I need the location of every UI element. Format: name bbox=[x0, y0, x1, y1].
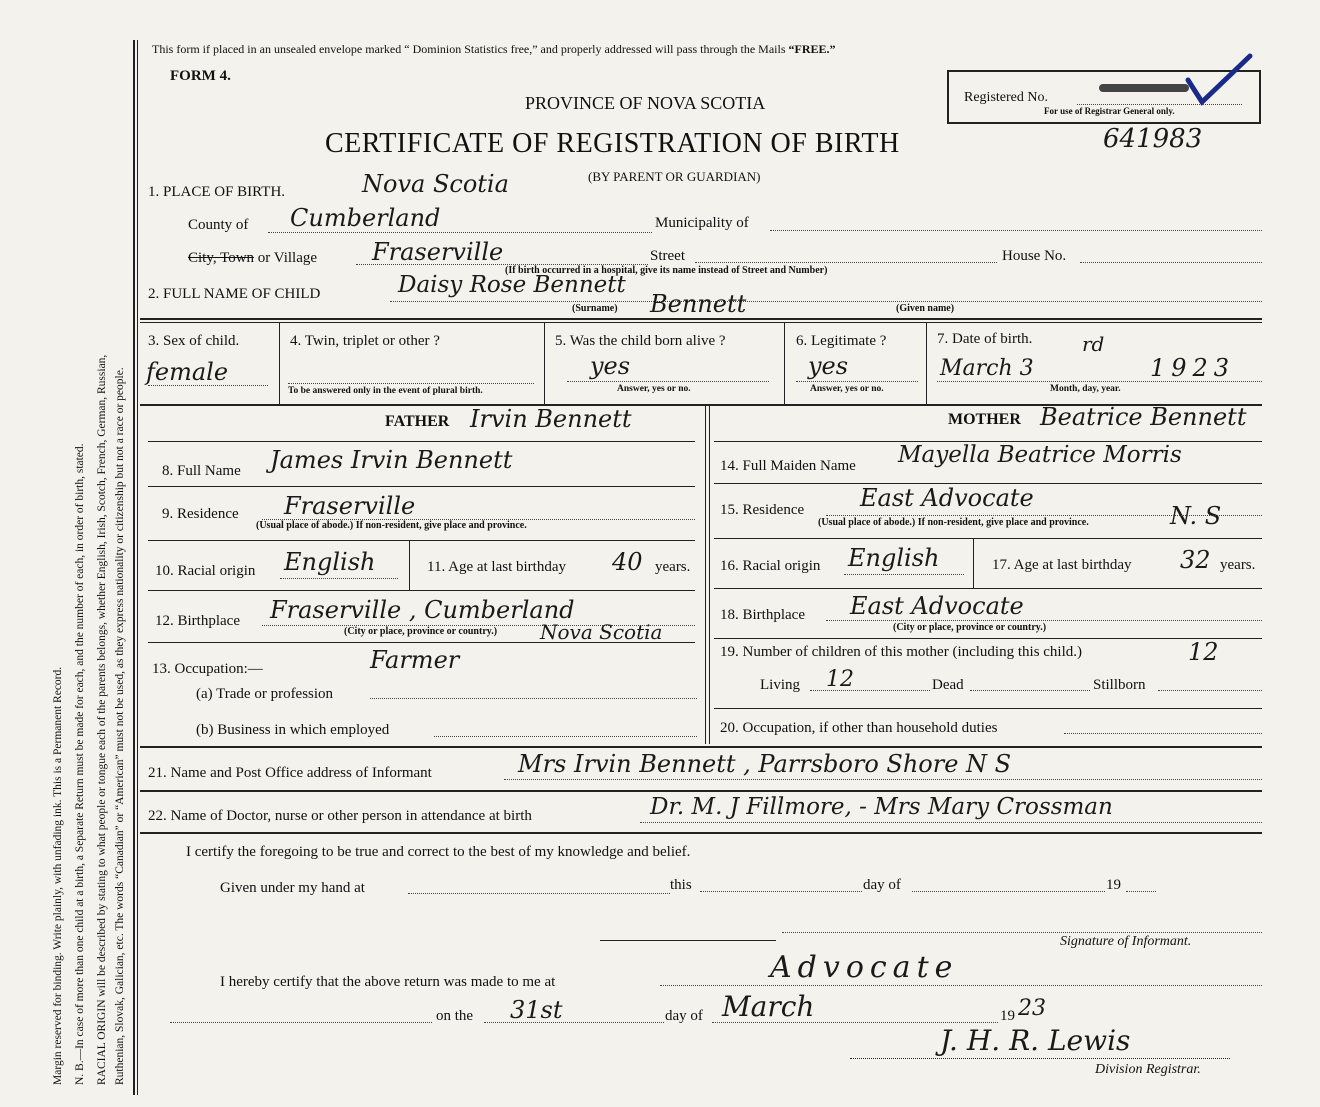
registered-note: For use of Registrar General only. bbox=[1044, 106, 1175, 116]
father-name-value: James Irvin Bennett bbox=[270, 446, 513, 474]
mother-name-label: 14. Full Maiden Name bbox=[720, 458, 856, 474]
father-age-label: 11. Age at last birthday bbox=[427, 559, 566, 575]
stillborn-label: Stillborn bbox=[1093, 677, 1146, 693]
doctor-value: Dr. M. J Fillmore, - Mrs Mary Crossman bbox=[650, 794, 1113, 820]
margin-note-multiple-births: N. B.—In case of more than one child at a birth, a Separate Return must be made for each, and the number of each, in order of birth, stated. bbox=[74, 443, 86, 1085]
father-age-value: 40 bbox=[612, 548, 643, 576]
street-label: Street bbox=[650, 248, 685, 264]
mother-race-value: English bbox=[848, 544, 940, 572]
alive-value: yes bbox=[590, 352, 631, 380]
father-birthplace-value: Fraserville , Cumberland bbox=[270, 596, 575, 624]
children-count-label: 19. Number of children of this mother (including this child.) bbox=[720, 644, 1083, 660]
alive-label: 5. Was the child born alive ? bbox=[555, 333, 726, 349]
left-border bbox=[133, 40, 135, 1095]
mother-years-label: years. bbox=[1220, 557, 1256, 573]
father-business-label: (b) Business in which employed bbox=[196, 722, 390, 738]
child-name-label: 2. FULL NAME OF CHILD bbox=[148, 286, 321, 302]
municipality-label: Municipality of bbox=[655, 215, 749, 231]
mother-birthplace-label: 18. Birthplace bbox=[720, 607, 805, 623]
redaction-mark bbox=[1099, 84, 1189, 92]
village-label: City, Town or Village bbox=[188, 250, 318, 266]
on-the-value: 31st bbox=[510, 996, 563, 1024]
informant-value: Mrs Irvin Bennett , Parrsboro Shore N S bbox=[518, 750, 1012, 778]
day-of-label: day of bbox=[863, 877, 901, 893]
legitimate-value: yes bbox=[808, 352, 849, 380]
mother-residence-value-2: N. S bbox=[1170, 502, 1222, 530]
surname-note: (Surname) bbox=[572, 303, 618, 314]
living-value: 12 bbox=[826, 667, 854, 692]
sex-label: 3. Sex of child. bbox=[148, 333, 240, 349]
father-years-label: years. bbox=[655, 559, 691, 575]
hereby-place-value: Advocate bbox=[770, 950, 959, 985]
month-value: March bbox=[722, 990, 815, 1023]
mother-name-value: Mayella Beatrice Morris bbox=[898, 442, 1182, 468]
sex-value: female bbox=[146, 358, 229, 386]
mother-residence-label: 15. Residence bbox=[720, 502, 805, 518]
on-the-label: on the bbox=[436, 1008, 474, 1024]
living-label: Living bbox=[760, 677, 800, 693]
father-residence-value: Fraserville bbox=[284, 492, 416, 520]
father-birthplace-value-2: Nova Scotia bbox=[540, 620, 663, 644]
margin-notes bbox=[0, 0, 140, 1107]
form-number: FORM 4. bbox=[170, 68, 231, 84]
day-of-2-label: day of bbox=[665, 1008, 703, 1024]
dob-note: Month, day, year. bbox=[1050, 384, 1121, 394]
father-occupation-value: Farmer bbox=[370, 646, 460, 674]
twin-label: 4. Twin, triplet or other ? bbox=[290, 333, 440, 349]
father-heading: FATHER bbox=[385, 413, 450, 430]
year-prefix-2: 19 bbox=[1000, 1008, 1015, 1024]
hereby-label: I hereby certify that the above return was made to me at bbox=[220, 974, 556, 990]
twin-note: To be answered only in the event of plural birth. bbox=[288, 386, 483, 396]
hospital-note: (If birth occurred in a hospital, give its name instead of Street and Number) bbox=[505, 265, 828, 276]
check-mark-icon bbox=[1180, 50, 1260, 110]
registered-label: Registered No. bbox=[964, 90, 1048, 105]
children-count-value: 12 bbox=[1188, 638, 1219, 666]
margin-note-binding: Margin reserved for binding. Write plainly, with unfading ink. This is a Permanent Record. bbox=[52, 666, 64, 1085]
dob-label: 7. Date of birth. bbox=[937, 331, 1033, 347]
mother-race-label: 16. Racial origin bbox=[720, 558, 821, 574]
dob-value: March 3 bbox=[940, 356, 1034, 381]
mother-residence-value: East Advocate bbox=[860, 484, 1034, 512]
legitimate-note: Answer, yes or no. bbox=[810, 384, 884, 394]
dob-year: 1923 bbox=[1150, 354, 1236, 382]
mother-occupation-label: 20. Occupation, if other than household duties bbox=[720, 720, 998, 736]
place-of-birth-value: Nova Scotia bbox=[362, 170, 509, 198]
dob-suffix: rd bbox=[1082, 332, 1105, 356]
father-name-label: 8. Full Name bbox=[162, 463, 241, 479]
father-trade-label: (a) Trade or profession bbox=[196, 686, 334, 702]
informant-label: 21. Name and Post Office address of Informant bbox=[148, 765, 432, 781]
dead-label: Dead bbox=[932, 677, 964, 693]
margin-note-racial-origin-2: Ruthenian, Slovak, Galician, etc. The words “Canadian” or “American” must not be used, as they express nationality or citizenship but not a race or people. bbox=[114, 367, 126, 1085]
doctor-label: 22. Name of Doctor, nurse or other person in attendance at birth bbox=[148, 808, 532, 824]
mother-residence-note: (Usual place of abode.) If non-resident, give place and province. bbox=[818, 517, 1089, 528]
mother-heading: MOTHER bbox=[948, 411, 1021, 428]
certify-statement: I certify the foregoing to be true and correct to the best of my knowledge and belief. bbox=[186, 844, 691, 860]
father-occupation-label: 13. Occupation:— bbox=[152, 661, 263, 677]
mother-heading-value: Beatrice Bennett bbox=[1040, 403, 1247, 431]
village-value: Fraserville bbox=[372, 238, 504, 266]
father-heading-value: Irvin Bennett bbox=[470, 405, 632, 433]
given-name-note: (Given name) bbox=[896, 303, 955, 314]
surname-value: Bennett bbox=[650, 290, 747, 318]
county-value: Cumberland bbox=[290, 204, 441, 232]
mail-note: This form if placed in an unsealed envelope marked “ Dominion Statistics free,” and properly addressed will pass through the Mails “FREE.” bbox=[152, 42, 836, 56]
mother-age-label: 17. Age at last birthday bbox=[992, 557, 1132, 573]
certificate-number: 641983 bbox=[1103, 124, 1203, 154]
left-border-inner bbox=[137, 40, 138, 1095]
father-race-label: 10. Racial origin bbox=[155, 563, 256, 579]
child-name-value: Daisy Rose Bennett bbox=[398, 272, 626, 298]
father-residence-note: (Usual place of abode.) If non-resident, give place and province. bbox=[256, 520, 527, 531]
house-number-label: House No. bbox=[1002, 248, 1067, 264]
father-birthplace-note: (City or place, province or country.) bbox=[344, 626, 498, 637]
county-label: County of bbox=[188, 217, 249, 233]
place-of-birth-label: 1. PLACE OF BIRTH. bbox=[148, 184, 286, 200]
legitimate-label: 6. Legitimate ? bbox=[796, 333, 887, 349]
year-prefix: 19 bbox=[1106, 877, 1121, 893]
mother-birthplace-note: (City or place, province or country.) bbox=[893, 622, 1047, 633]
father-race-value: English bbox=[284, 548, 376, 576]
subtitle: (BY PARENT OR GUARDIAN) bbox=[588, 169, 761, 184]
father-birthplace-label: 12. Birthplace bbox=[155, 613, 240, 629]
page-title: CERTIFICATE OF REGISTRATION OF BIRTH bbox=[325, 128, 900, 159]
father-residence-label: 9. Residence bbox=[162, 506, 239, 522]
margin-note-racial-origin: RACIAL ORIGIN will be described by stating to what people or tongue each of the parents belongs, whether English, Irish, Scotch, French, German, Russian, bbox=[96, 354, 108, 1085]
division-registrar-label: Division Registrar. bbox=[1095, 1062, 1201, 1077]
mother-age-value: 32 bbox=[1180, 546, 1211, 574]
mother-birthplace-value: East Advocate bbox=[850, 592, 1024, 620]
registrar-signature: J. H. R. Lewis bbox=[940, 1024, 1131, 1057]
province-heading: PROVINCE OF NOVA SCOTIA bbox=[525, 93, 766, 113]
alive-note: Answer, yes or no. bbox=[617, 384, 691, 394]
year-value: 23 bbox=[1018, 996, 1046, 1021]
given-under-label: Given under my hand at bbox=[220, 880, 365, 896]
this-label: this bbox=[670, 877, 692, 893]
informant-signature-label: Signature of Informant. bbox=[1060, 934, 1192, 949]
